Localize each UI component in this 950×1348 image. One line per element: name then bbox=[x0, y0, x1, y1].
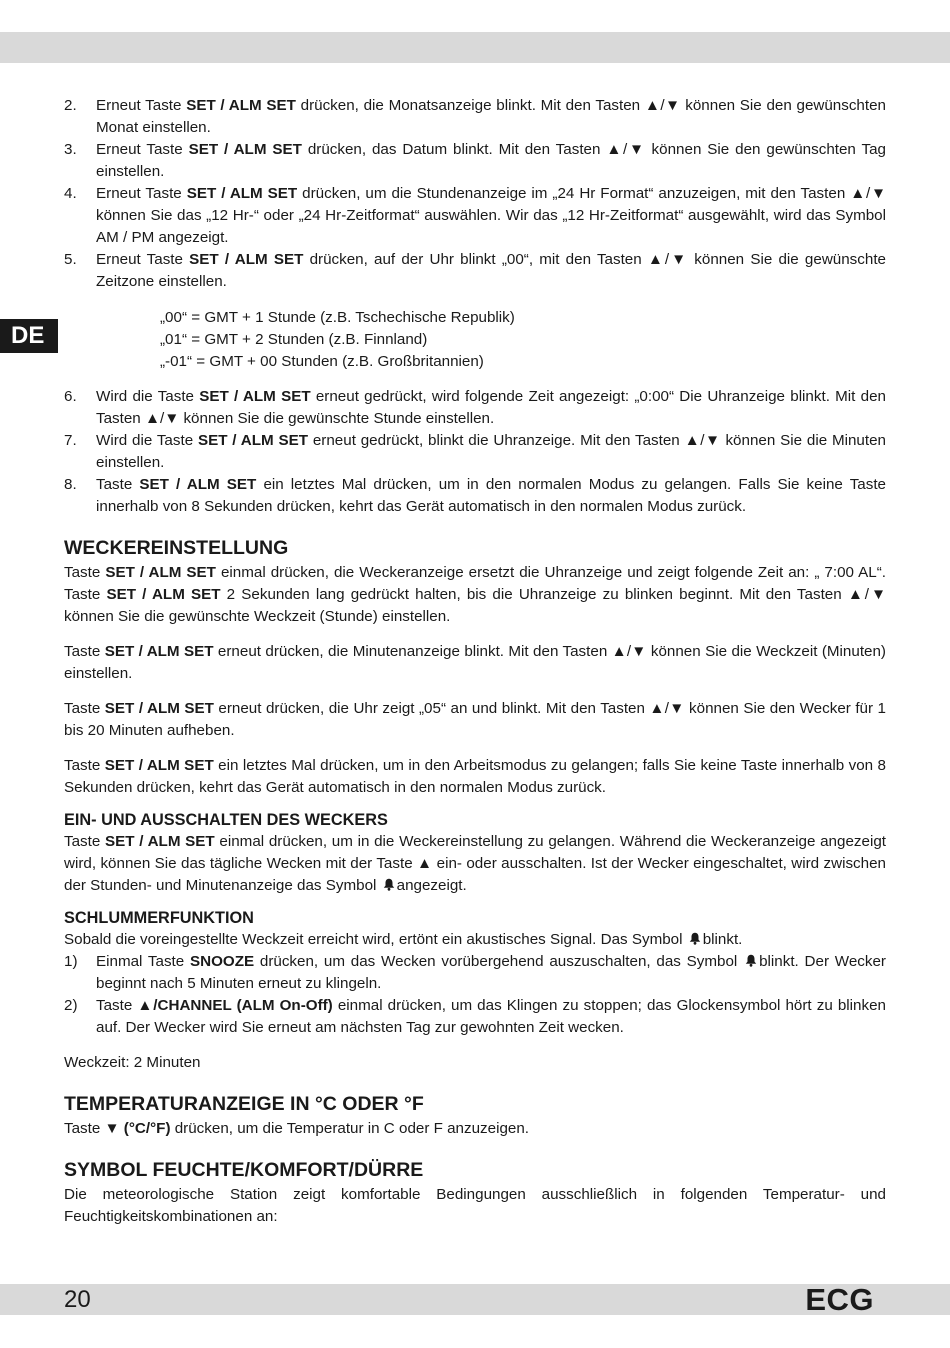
list-item: 4. Erneut Taste SET / ALM SET drücken, um die Stundenanzeige im „24 Hr Format“ anzuzeigen, mit den Tasten ▲/▼ können Sie das „12 Hr-“ oder „24 Hr-Zeitformat“ auswählen. Wir das „12 Hr-Zeitformat“ ausgewählt, wird das Symbol AM / PM angezeigt. bbox=[64, 185, 886, 246]
settings-steps-list-continued bbox=[64, 386, 886, 518]
list-item: 1) Einmal Taste SNOOZE drücken, um das Wecken vorübergehend auszuschalten, das Symbol blinkt. Der Wecker beginnt nach 5 Minuten erneut zu klingeln. bbox=[64, 953, 886, 992]
paragraph: Taste SET / ALM SET erneut drücken, die Minutenanzeige blinkt. Mit den Tasten ▲/▼ können Sie die Weckzeit (Minuten) einstellen. bbox=[64, 643, 886, 682]
header-bar bbox=[0, 32, 950, 63]
paragraph: Taste SET / ALM SET einmal drücken, die Weckeranzeige ersetzt die Uhranzeige und zeigt folgende Zeit an: „ 7:00 AL“. Taste SET / ALM SET 2 Sekunden lang gedrückt halten, bis die Uhranzeige zu blinken beginnt. Mit den Tasten ▲/▼ können Sie die gewünschte Weckzeit (Stunde) einstellen. bbox=[64, 564, 886, 625]
snooze-list bbox=[64, 951, 886, 1039]
paragraph: Sobald die voreingestellte Weckzeit erreicht wird, ertönt ein akustisches Signal. Das Symbol blinkt. bbox=[64, 931, 743, 948]
timezone-line: „-01“ = GMT + 00 Stunden (z.B. Großbritannien) bbox=[160, 353, 484, 370]
list-item: 7. Wird die Taste SET / ALM SET erneut gedrückt, blinkt die Uhranzeige. Mit den Tasten ▲/▼ können Sie die Minuten einstellen. bbox=[64, 432, 886, 471]
section-heading-schlummerfunktion: SCHLUMMERFUNKTION bbox=[64, 909, 254, 927]
page-number: 20 bbox=[64, 1286, 91, 1313]
list-item: 2. Erneut Taste SET / ALM SET drücken, die Monatsanzeige blinkt. Mit den Tasten ▲/▼ können Sie den gewünschten Monat einstellen. bbox=[64, 97, 886, 136]
page-content bbox=[64, 95, 886, 1228]
timezone-line: „01“ = GMT + 2 Stunden (z.B. Finnland) bbox=[160, 331, 428, 348]
paragraph: Taste SET / ALM SET einmal drücken, um in die Weckereinstellung zu gelangen. Während die Weckeranzeige angezeigt wird, können Sie das tägliche Wecken mit der Taste ▲ ein- oder ausschalten. Ist der Wecker eingeschaltet, wird zwischen der Stunden- und Minutenanzeige das Symbol angezeigt. bbox=[64, 833, 886, 894]
list-item: 6. Wird die Taste SET / ALM SET erneut gedrückt, wird folgende Zeit angezeigt: „0:00“ Die Uhranzeige blinkt. Mit den Tasten ▲/▼ können Sie die gewünschte Stunde einstellen. bbox=[64, 388, 886, 427]
list-item: 3. Erneut Taste SET / ALM SET drücken, das Datum blinkt. Mit den Tasten ▲/▼ können Sie den gewünschten Tag einstellen. bbox=[64, 141, 886, 180]
section-heading-temperatur: TEMPERATURANZEIGE IN °C ODER °F bbox=[64, 1093, 424, 1115]
brand-logo: ECG bbox=[805, 1282, 874, 1317]
paragraph: Taste ▼ (°C/°F) drücken, um die Temperatur in C oder F anzuzeigen. bbox=[64, 1120, 530, 1137]
language-tab: DE bbox=[0, 319, 58, 353]
section-heading-ein-aus: EIN- UND AUSSCHALTEN DES WECKERS bbox=[64, 811, 388, 829]
bell-icon bbox=[745, 954, 757, 967]
weckzeit-note: Weckzeit: 2 Minuten bbox=[64, 1054, 201, 1071]
section-heading-feuchte: SYMBOL FEUCHTE/KOMFORT/DÜRRE bbox=[64, 1159, 424, 1181]
list-item: 2) Taste ▲/CHANNEL (ALM On-Off) einmal drücken, um das Klingen zu stoppen; das Glockensymbol hört zu blinken auf. Der Wecker wird Sie erneut am nächsten Tag zur gewohnten Zeit wecken. bbox=[64, 997, 886, 1036]
paragraph: Taste SET / ALM SET ein letztes Mal drücken, um in den Arbeitsmodus zu gelangen; falls Sie keine Taste innerhalb von 8 Sekunden drücken, kehrt das Gerät automatisch in den normalen Modus zurück. bbox=[64, 757, 886, 796]
bell-icon bbox=[383, 878, 395, 891]
paragraph: Die meteorologische Station zeigt komfortable Bedingungen ausschließlich in folgenden Temperatur- und Feuchtigkeitskombinationen an: bbox=[64, 1186, 886, 1225]
settings-steps-list bbox=[64, 95, 886, 293]
list-item: 5. Erneut Taste SET / ALM SET drücken, auf der Uhr blinkt „00“, mit den Tasten ▲/▼ können Sie die gewünschte Zeitzone einstellen. bbox=[64, 251, 886, 290]
timezone-line: „00“ = GMT + 1 Stunde (z.B. Tschechische Republik) bbox=[160, 309, 515, 326]
paragraph: Taste SET / ALM SET erneut drücken, die Uhr zeigt „05“ an und blinkt. Mit den Tasten ▲/▼ können Sie den Wecker für 1 bis 20 Minuten aufheben. bbox=[64, 700, 886, 739]
bell-icon bbox=[689, 932, 701, 945]
list-item: 8. Taste SET / ALM SET ein letztes Mal drücken, um in den normalen Modus zu gelangen. Falls Sie keine Taste innerhalb von 8 Sekunden drücken, kehrt das Gerät automatisch in den normalen Modus zurück. bbox=[64, 476, 886, 515]
section-heading-weckereinstellung: WECKEREINSTELLUNG bbox=[64, 537, 289, 559]
timezone-examples bbox=[64, 307, 886, 373]
